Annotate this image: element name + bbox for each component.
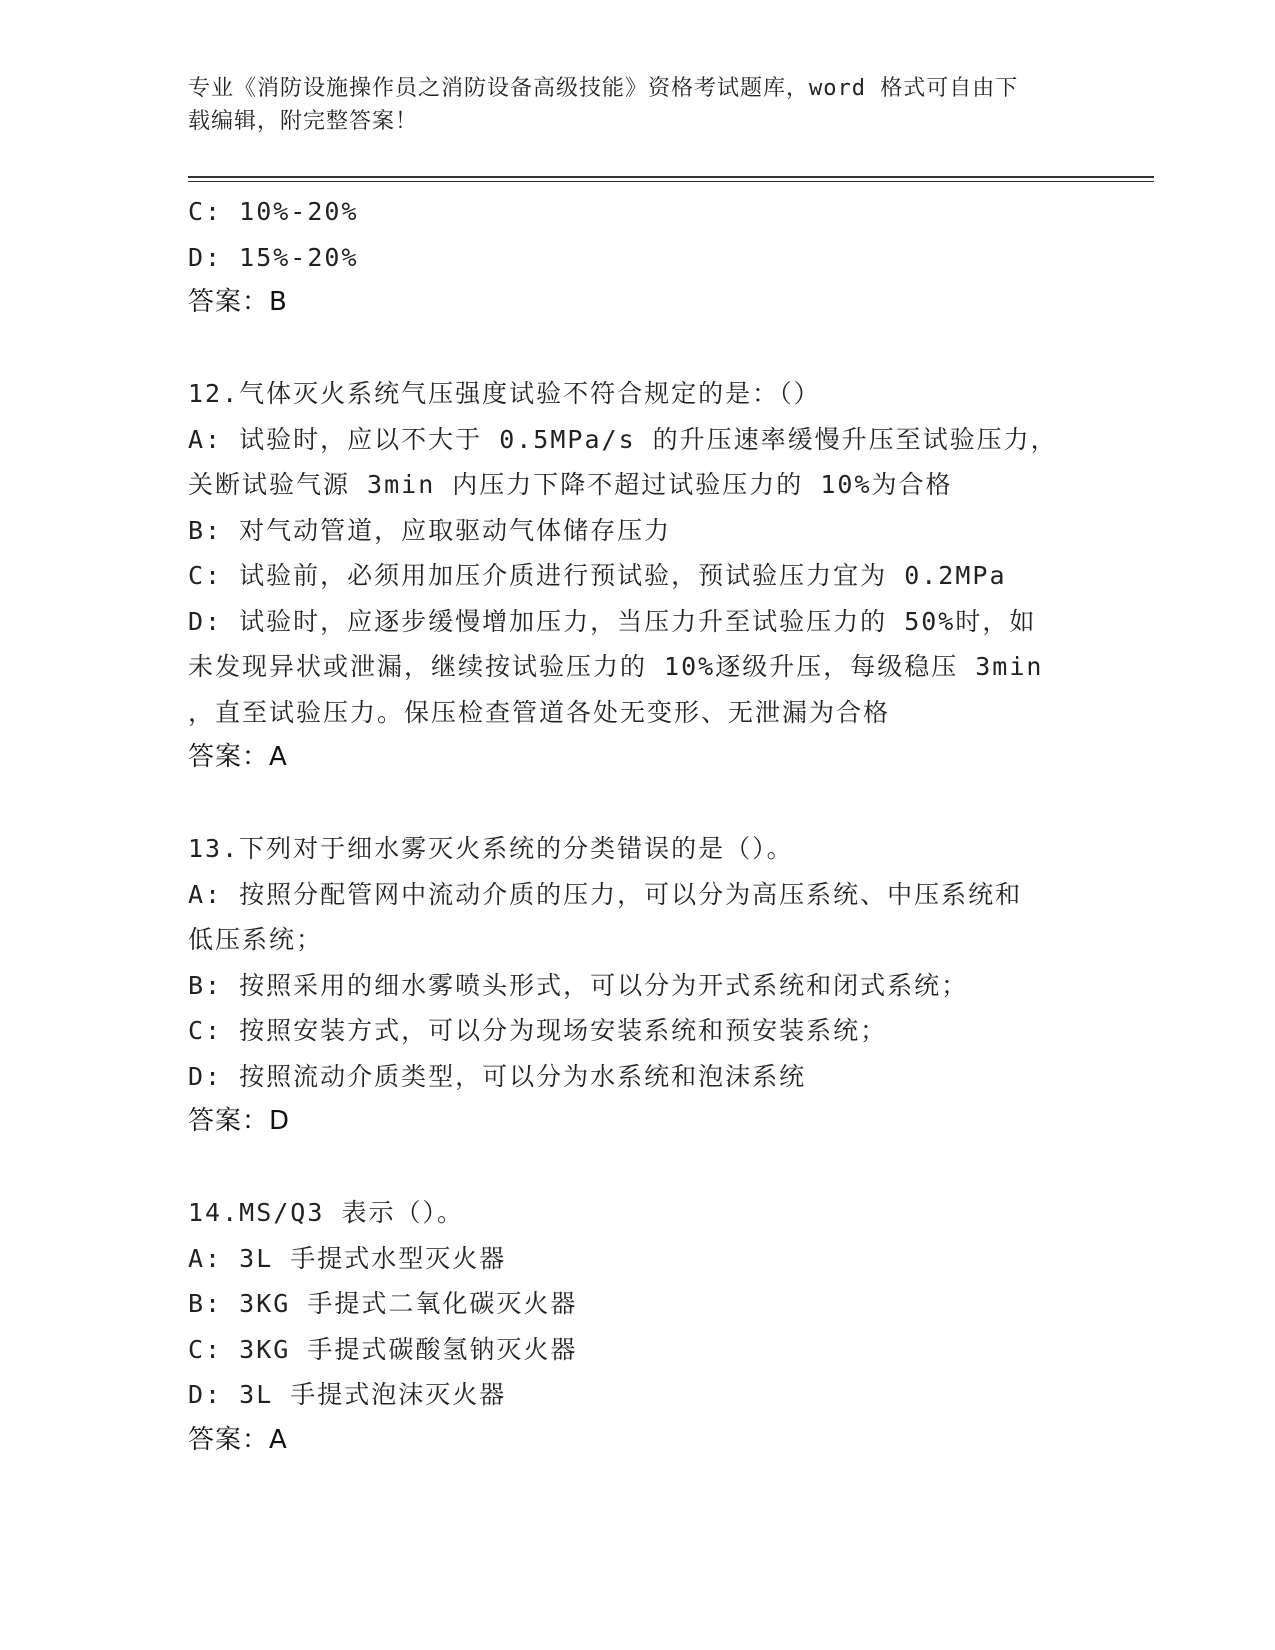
option-d: D: 15%-20% bbox=[188, 242, 359, 272]
header-line-2: 载编辑，附完整答案！ bbox=[188, 109, 419, 134]
option-b: B: 按照采用的细水雾喷头形式，可以分为开式系统和闭式系统； bbox=[188, 970, 969, 1000]
document-header bbox=[188, 72, 1088, 138]
header-line-1: 专业《消防设施操作员之消防设备高级技能》资格考试题库，word 格式可自由下 bbox=[188, 76, 1019, 101]
option-a-continued: 低压系统； bbox=[188, 925, 324, 954]
header-divider-thin bbox=[188, 181, 1154, 182]
question-11-tail bbox=[188, 189, 1068, 326]
question-14 bbox=[188, 1190, 1068, 1463]
option-c: C: 10%-20% bbox=[188, 197, 359, 226]
answer: 答案：D bbox=[188, 1106, 291, 1136]
answer: 答案：B bbox=[188, 287, 288, 317]
question-list bbox=[188, 189, 1068, 1463]
question-text: 13.下列对于细水雾灭火系统的分类错误的是（）。 bbox=[188, 834, 794, 863]
header-divider-thick bbox=[188, 176, 1154, 178]
question-text: 14.MS/Q3 表示（）。 bbox=[188, 1198, 464, 1227]
option-c: C: 3KG 手提式碳酸氢钠灭火器 bbox=[188, 1334, 578, 1364]
question-13 bbox=[188, 826, 1068, 1145]
option-a: A: 按照分配管网中流动介质的压力，可以分为高压系统、中压系统和 bbox=[188, 879, 1023, 909]
answer: 答案：A bbox=[188, 742, 288, 772]
spacer bbox=[188, 326, 1068, 372]
option-b: B: 对气动管道，应取驱动气体储存压力 bbox=[188, 515, 672, 545]
spacer bbox=[188, 781, 1068, 827]
option-a: A: 试验时，应以不大于 0.5MPa/s 的升压速率缓慢升压至试验压力， bbox=[188, 424, 1058, 454]
option-b: B: 3KG 手提式二氧化碳灭火器 bbox=[188, 1289, 578, 1318]
option-d-continued: 未发现异状或泄漏，继续按试验压力的 10%逐级升压，每级稳压 3min bbox=[188, 652, 1044, 681]
option-d: D: 3L 手提式泡沫灭火器 bbox=[188, 1380, 507, 1409]
option-c: C: 试验前，必须用加压介质进行预试验，预试验压力宜为 0.2MPa bbox=[188, 561, 1007, 590]
option-a-continued: 关断试验气源 3min 内压力下降不超过试验压力的 10%为合格 bbox=[188, 470, 953, 499]
option-a: A: 3L 手提式水型灭火器 bbox=[188, 1243, 507, 1273]
question-12 bbox=[188, 371, 1068, 781]
answer: 答案：A bbox=[188, 1424, 288, 1455]
option-d: D: 按照流动介质类型，可以分为水系统和泡沫系统 bbox=[188, 1061, 807, 1091]
spacer bbox=[188, 1145, 1068, 1191]
option-c: C: 按照安装方式，可以分为现场安装系统和预安装系统； bbox=[188, 1016, 888, 1045]
option-d-continued-2: ，直至试验压力。保压检查管道各处无变形、无泄漏为合格 bbox=[188, 697, 891, 727]
option-d: D: 试验时，应逐步缓慢增加压力，当压力升至试验压力的 50%时，如 bbox=[188, 606, 1037, 636]
question-text: 12.气体灭火系统气压强度试验不符合规定的是：（） bbox=[188, 379, 821, 408]
